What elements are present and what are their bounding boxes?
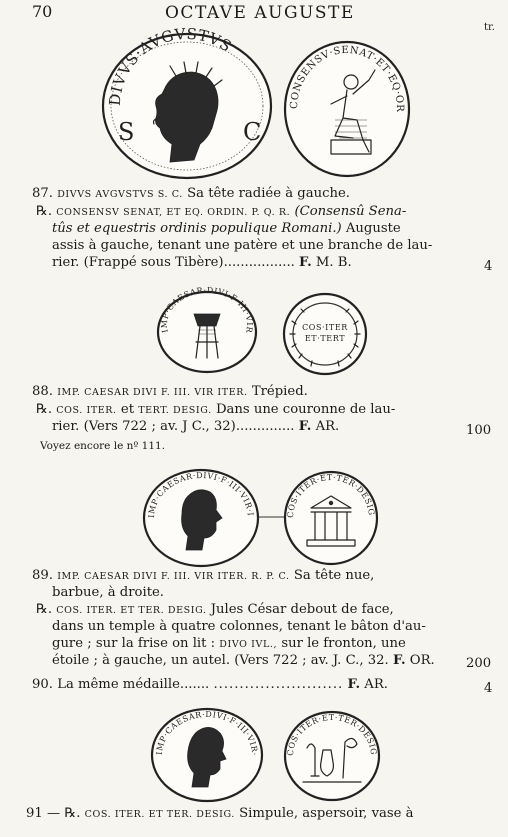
- entry-88-line-3: [52, 419, 339, 435]
- coin-87-reverse: [278, 32, 411, 178]
- margin-note: tr.: [484, 22, 495, 33]
- entry-89-number: 89.: [32, 568, 53, 583]
- coin-88-obverse-legend: IMP·CAESAR·DIVI·F·III·VIR·ITER: [152, 283, 255, 334]
- entry-89-line-6: [52, 653, 435, 669]
- entry-87-reverse-legend: CONSENSV SENAT, ET EQ. ORDIN. P. Q. R.: [56, 207, 291, 218]
- entry-88-line-3-text: rier. (Vers 722 ; av. J C., 32)..............: [52, 419, 295, 434]
- coin-91-obverse-legend: IMP·CAESAR·DIVI·F·III·VIR·ITER: [146, 700, 260, 757]
- entry-87-line-5-text: rier. (Frappé sous Tibère).................: [52, 255, 295, 270]
- coin-91-obverse: [146, 700, 264, 803]
- coin-87-reverse-legend: CONSENSV·SENAT·ET·EQ·ORDIN·P·Q·R: [278, 32, 406, 113]
- entry-88-note: Voyez encore le nº 111.: [40, 440, 166, 452]
- coin-89-obverse: [138, 461, 260, 568]
- entry-89-line-5b: sur le fronton, une: [281, 636, 406, 651]
- entry-89-frieze-legend: DIVO IVL.,: [219, 639, 278, 650]
- entry-90-number: 90.: [32, 677, 53, 692]
- coin-87-obverse-s: S: [118, 118, 136, 146]
- entry-89-line-2: barbue, à droite.: [52, 585, 164, 600]
- coin-87-obverse-legend: DIVVS·AVGVSTVS: [105, 24, 235, 107]
- entry-87-line-3: [52, 221, 401, 237]
- entry-88-reverse-legend-b: TERT. DESIG.: [138, 405, 212, 416]
- entry-87-line-1: [32, 186, 350, 203]
- coin-88-obverse: [152, 283, 258, 374]
- reverse-mark: ℞.: [64, 806, 81, 821]
- entry-91-reverse-legend: COS. ITER. ET TER. DESIG.: [84, 809, 235, 820]
- entry-90-metal: AR.: [364, 677, 388, 692]
- entry-87-obverse-legend: DIVVS AVGVSTVS S. C.: [57, 189, 183, 200]
- coin-89-reverse-legend: COS·ITER·ET·TER·DESIG: [285, 472, 377, 519]
- entry-91-number: 91 —: [26, 806, 61, 821]
- entry-90-line-1: [32, 677, 388, 693]
- coin-89-obverse-legend: IMP·CAESAR·DIVI·F·III·VIR·ITER·R·P·C: [138, 461, 255, 519]
- entry-89-metal: OR.: [409, 653, 435, 668]
- entry-88-obverse-legend: IMP. CAESAR DIVI F. III. VIR ITER.: [57, 387, 248, 398]
- metal-mark: F.: [392, 653, 406, 668]
- entry-89-reverse-desc: Jules César debout de face,: [210, 602, 394, 617]
- entry-87-reverse-italic-1: (Consensû Sena-: [294, 204, 407, 219]
- entry-88-value: 100: [466, 423, 492, 438]
- entry-87-number: 87.: [32, 186, 53, 201]
- page-number: 70: [32, 2, 53, 21]
- entry-89-line-3: [36, 602, 394, 619]
- entry-90-value: 4: [484, 681, 493, 696]
- entry-89-line-4: dans un temple à quatre colonnes, tenant le bâton d'au-: [52, 619, 426, 634]
- metal-mark: F.: [347, 677, 361, 692]
- entry-87-reverse-italic-2: tûs et equestris ordinis populique Romani.): [52, 221, 342, 236]
- entry-87-value: 4: [484, 259, 493, 274]
- entry-88-number: 88.: [32, 384, 53, 399]
- coin-87-obverse: [96, 24, 278, 180]
- entry-89-obverse-desc: Sa tête nue,: [293, 568, 375, 583]
- entry-91-text: Simpule, aspersoir, vase à: [239, 806, 414, 821]
- entry-88-reverse-desc: Dans une couronne de lau-: [215, 402, 396, 417]
- entry-89-reverse-legend: COS. ITER. ET TER. DESIG.: [56, 605, 207, 616]
- entry-87-metal: M. B.: [315, 255, 352, 270]
- entry-90-text: La même médaille.......: [57, 677, 210, 692]
- entry-89-line-5a: gure ; sur la frise on lit :: [52, 636, 216, 651]
- metal-mark: F.: [298, 419, 312, 434]
- reverse-mark: ℞.: [36, 602, 53, 617]
- entry-87-reverse-desc: Auguste: [345, 221, 401, 236]
- entry-88-obverse-desc: Trépied.: [251, 384, 308, 399]
- coin-88-reverse-line-2: ET·TERT: [304, 334, 346, 343]
- reverse-mark: ℞.: [36, 204, 53, 219]
- entry-88-reverse-text-a: et: [120, 402, 134, 417]
- entry-90-leader: .........................: [213, 677, 344, 692]
- page-title: OCTAVE AUGUSTE: [165, 3, 355, 23]
- reverse-mark: ℞.: [36, 402, 53, 417]
- metal-mark: F.: [299, 255, 312, 270]
- coin-91-reverse: [283, 710, 381, 802]
- entry-89-line-5: [52, 636, 406, 653]
- entry-87-line-2: [36, 204, 406, 221]
- entry-91-line-1: [26, 806, 414, 823]
- entry-87-line-5: [52, 255, 352, 271]
- entry-87-line-4: assis à gauche, tenant une patère et une branche de lau-: [52, 238, 433, 253]
- coin-87-obverse-c: C: [243, 118, 262, 146]
- entry-88-reverse-legend-a: COS. ITER.: [56, 405, 117, 416]
- coin-88-reverse: [282, 292, 368, 376]
- coin-91-reverse-legend: COS·ITER·ET·TER·DESIG: [285, 712, 379, 757]
- entry-89-obverse-legend: IMP. CAESAR DIVI F. III. VIR ITER. R. P. C.: [57, 571, 290, 582]
- entry-88-line-1: [32, 384, 308, 401]
- entry-88-line-2: [36, 402, 395, 419]
- coin-89-reverse: [283, 470, 379, 566]
- coin-88-reverse-line-1: COS·ITER: [302, 323, 348, 332]
- entry-89-line-6-text: étoile ; à gauche, un autel. (Vers 722 ; av. J. C., 32.: [52, 653, 389, 668]
- entry-87-obverse-desc: Sa tête radiée à gauche.: [187, 186, 350, 201]
- entry-89-value: 200: [466, 656, 492, 671]
- entry-89-line-1: [32, 568, 374, 585]
- entry-88-metal: AR.: [315, 419, 340, 434]
